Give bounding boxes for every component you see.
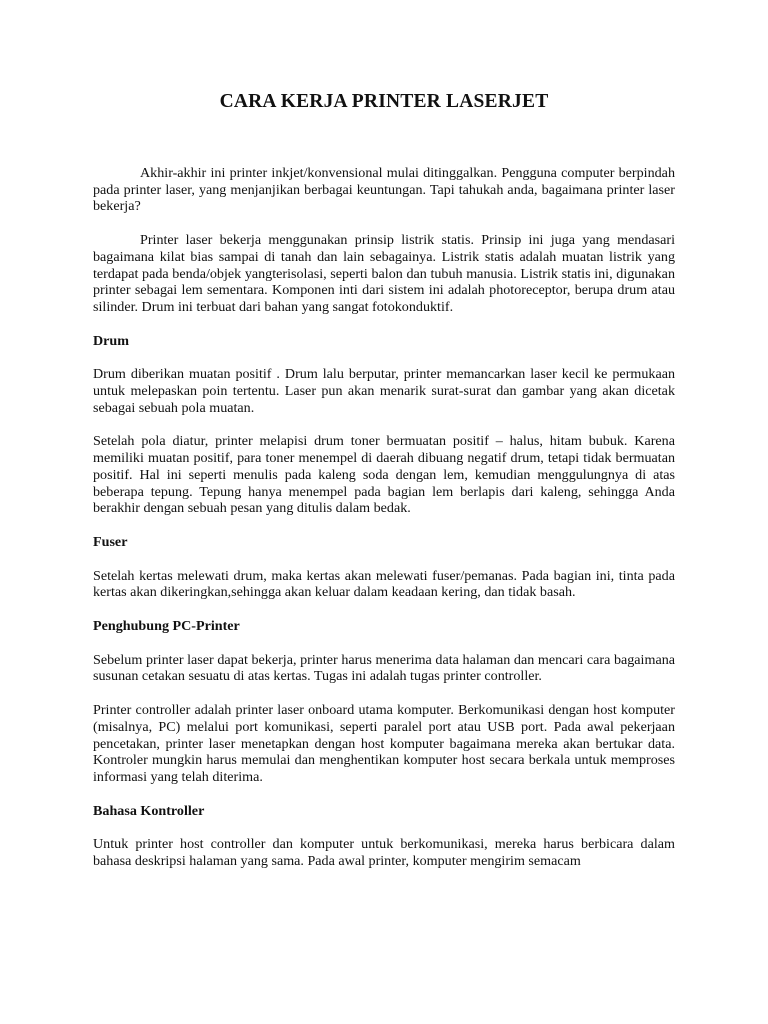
section-heading-drum: Drum — [93, 332, 130, 349]
fuser-paragraph-1: Setelah kertas melewati drum, maka kertas akan melewati fuser/pemanas. Pada bagian ini, tinta pada kertas akan dikeringkan,sehingga akan keluar dalam keadaan kering, dan tidak basah. — [93, 567, 675, 601]
drum-paragraph-1: Drum diberikan muatan positif . Drum lalu berputar, printer memancarkan laser kecil ke permukaan untuk melepaskan poin tertentu. Laser pun akan menarik surat-surat dan gambar yang akan dicetak sebagai sebuah pola muatan. — [93, 366, 675, 416]
intro-paragraph-1: Akhir-akhir ini printer inkjet/konvensional mulai ditinggalkan. Pengguna computer berpindah pada printer laser, yang menjanjikan berbagai keuntungan. Tapi tahukah anda, bagaimana printer laser bekerja? — [93, 165, 675, 215]
bahasa-kontroller-paragraph-1: Untuk printer host controller dan komputer untuk berkomunikasi, mereka harus berbicara dalam bahasa deskripsi halaman yang sama. Pada awal printer, komputer mengirim semacam — [93, 836, 675, 870]
section-heading-penghubung: Penghubung PC-Printer — [93, 618, 240, 635]
penghubung-paragraph-1: Sebelum printer laser dapat bekerja, printer harus menerima data halaman dan mencari cara bagaimana susunan cetakan sesuatu di atas kertas. Tugas ini adalah tugas printer controller. — [93, 651, 675, 685]
document-body — [93, 90, 675, 887]
section-heading-fuser: Fuser — [93, 533, 128, 550]
section-heading-bahasa-kontroller: Bahasa Kontroller — [93, 802, 205, 819]
intro-paragraph-2: Printer laser bekerja menggunakan prinsip listrik statis. Prinsip ini juga yang mendasari bagaimana kilat bias sampai di tanah dan lain sebagainya. Listrik statis adalah muatan listrik yang terdapat pada benda/objek yangterisolasi, seperti balon dan tubuh manusia. Listrik statis ini, digunakan printer sebagai lem sementara. Komponen inti dari sistem ini adalah photoreceptor, berupa drum atau silinder. Drum ini terbuat dari bahan yang sangat fotokonduktif. — [93, 232, 675, 315]
document-title: CARA KERJA PRINTER LASERJET — [219, 91, 549, 112]
drum-paragraph-2: Setelah pola diatur, printer melapisi drum toner bermuatan positif – halus, hitam bubuk. Karena memiliki muatan positif, para toner menempel di daerah dibuang negatif drum, tetapi tidak bermuatan positif. Hal ini seperti menulis pada kaleng soda dengan lem, kemudian menggulungnya di atas beberapa tepung. Tepung hanya menempel pada bagian lem berlapis dari kaleng, sehingga Anda berakhir dengan sebuah pesan yang ditulis dalam bedak. — [93, 433, 675, 517]
penghubung-paragraph-2: Printer controller adalah printer laser onboard utama komputer. Berkomunikasi dengan host komputer (misalnya, PC) melalui port komunikasi, seperti paralel port atau USB port. Pada awal pekerjaan pencetakan, printer laser menetapkan dengan host komputer bagaimana mereka akan bertukar data. Kontroler mungkin harus memulai dan menghentikan komputer host secara berkala untuk memproses informasi yang telah diterima. — [93, 702, 675, 785]
